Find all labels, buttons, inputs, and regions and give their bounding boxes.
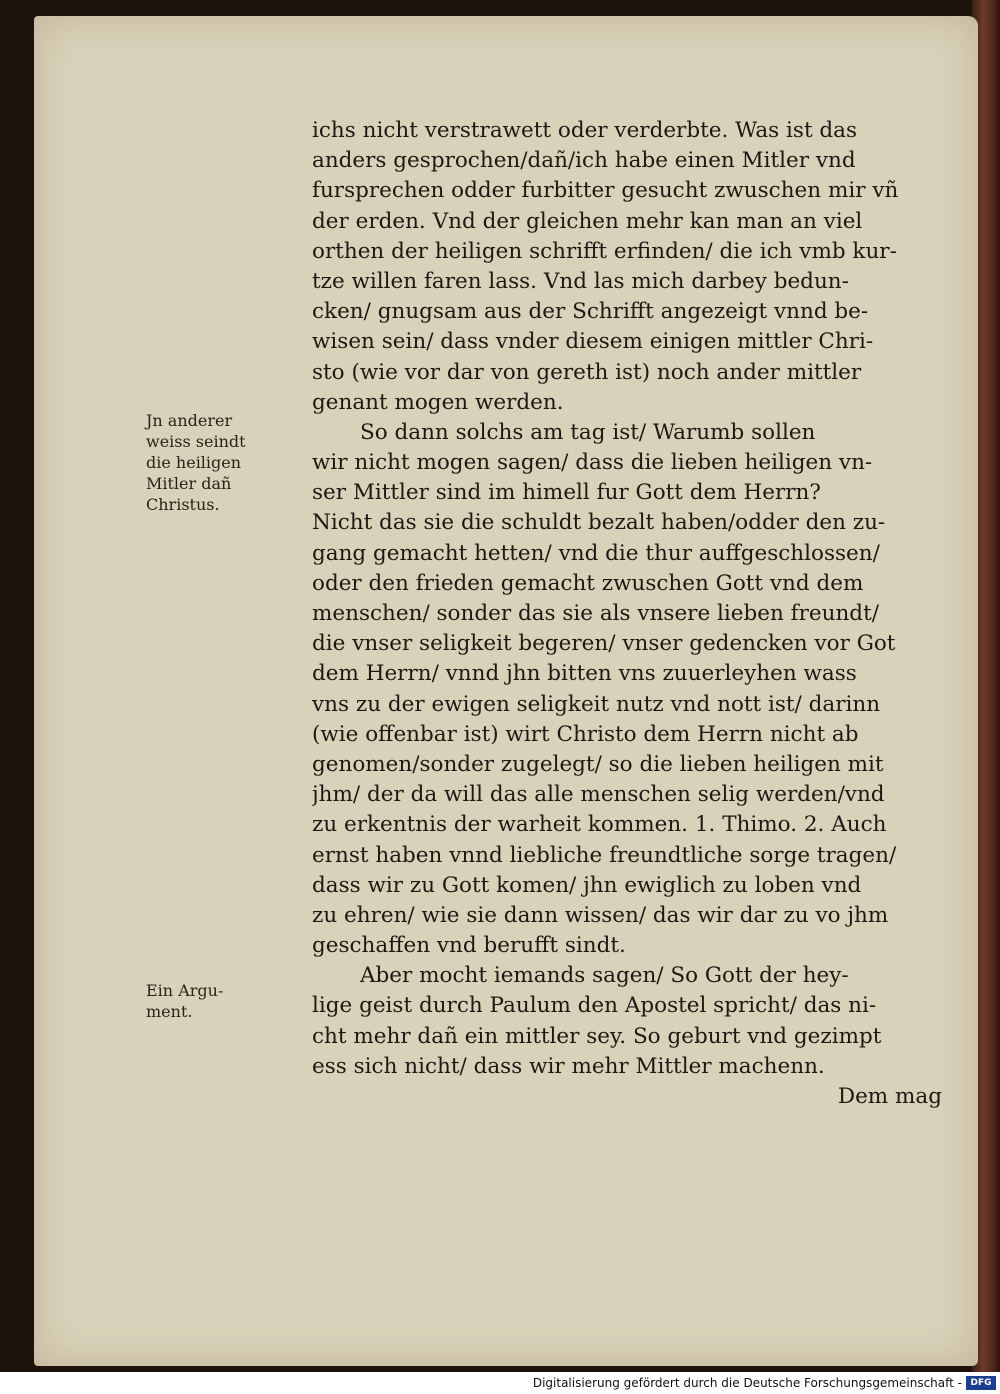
text-line: zu ehren/ wie sie dann wissen/ das wir dar zu vo jhm: [312, 902, 889, 928]
text-line: menschen/ sonder das sie als vnsere lieben freundt/: [312, 601, 879, 626]
margin-note-argument: [146, 980, 296, 1022]
margin-note-line: ment.: [146, 1002, 193, 1021]
margin-note-line: Ein Argu-: [146, 981, 224, 1000]
text-line: wisen sein/ dass vnder diesem einigen mittler Chri-: [312, 329, 874, 355]
text-line: ichs nicht verstrawett oder verderbte. Was ist das: [312, 118, 858, 143]
margin-note-line: weiss seindt: [146, 432, 246, 451]
text-line: jhm/ der da will das alle menschen selig werden/vnd: [312, 782, 885, 808]
text-line: So dann solchs am tag ist/ Warumb sollen: [360, 419, 816, 445]
text-line: zu erkentnis der warheit kommen. 1. Thimo. 2. Auch: [312, 812, 887, 838]
text-line: Nicht das sie die schuldt bezalt haben/odder den zu-: [312, 510, 886, 536]
text-line: wir nicht mogen sagen/ dass die lieben heiligen vn-: [312, 450, 873, 476]
margin-note-line: Mitler dañ: [146, 474, 232, 493]
text-line: cken/ gnugsam aus der Schrifft angezeigt vnnd be-: [312, 299, 869, 325]
footer-credit: Digitalisierung gefördert durch die Deutsche Forschungsgemeinschaft -: [532, 1376, 962, 1390]
text-line: tze willen faren lass. Vnd las mich darbey bedun-: [312, 268, 849, 294]
text-line: genant mogen werden.: [312, 389, 564, 415]
text-line: sto (wie vor dar von gereth ist) noch ander mittler: [312, 359, 862, 385]
margin-note-line: Christus.: [146, 495, 220, 514]
catchword: Dem mag: [837, 1084, 942, 1109]
text-line: dem Herrn/ vnnd jhn bitten vns zuuerleyhen wass: [312, 661, 857, 687]
text-line: geschaffen vnd berufft sindt.: [312, 933, 626, 959]
margin-note-mittler: [146, 410, 296, 515]
text-line: dass wir zu Gott komen/ jhn ewiglich zu loben vnd: [312, 872, 862, 898]
text-line: cht mehr dañ ein mittler sey. So geburt vnd gezimpt: [312, 1023, 882, 1049]
text-line: ess sich nicht/ dass wir mehr Mittler machenn.: [312, 1053, 825, 1079]
text-line: ernst haben vnnd liebliche freundtliche sorge tragen/: [312, 842, 897, 868]
text-line: gang gemacht hetten/ vnd die thur auffgeschlossen/: [312, 540, 880, 566]
text-line: der erden. Vnd der gleichen mehr kan man an viel: [312, 208, 863, 234]
text-line: die vnser seligkeit begeren/ vnser gedencken vor Got: [312, 631, 896, 657]
margin-note-line: die heiligen: [146, 453, 242, 472]
text-line: Aber mocht iemands sagen/ So Gott der hey-: [360, 963, 849, 989]
text-line: ser Mittler sind im himell fur Gott dem Herrn?: [312, 480, 821, 506]
text-line: lige geist durch Paulum den Apostel spricht/ das ni-: [312, 993, 877, 1019]
dfg-logo: DFG: [966, 1376, 996, 1390]
margin-note-line: Jn anderer: [146, 411, 233, 430]
text-line: (wie offenbar ist) wirt Christo dem Herrn nicht ab: [312, 721, 859, 747]
text-line: genomen/sonder zugelegt/ so die lieben heiligen mit: [312, 751, 884, 777]
text-line: oder den frieden gemacht zwuschen Gott vnd dem: [312, 570, 864, 596]
text-line: fursprechen odder furbitter gesucht zwuschen mir vñ: [312, 178, 899, 204]
text-line: anders gesprochen/dañ/ich habe einen Mitler vnd: [312, 148, 856, 174]
text-line: vns zu der ewigen seligkeit nutz vnd nott ist/ darinn: [312, 691, 881, 717]
body-text: [312, 116, 942, 1112]
text-line: orthen der heiligen schrifft erfinden/ die ich vmb kur-: [312, 238, 897, 264]
